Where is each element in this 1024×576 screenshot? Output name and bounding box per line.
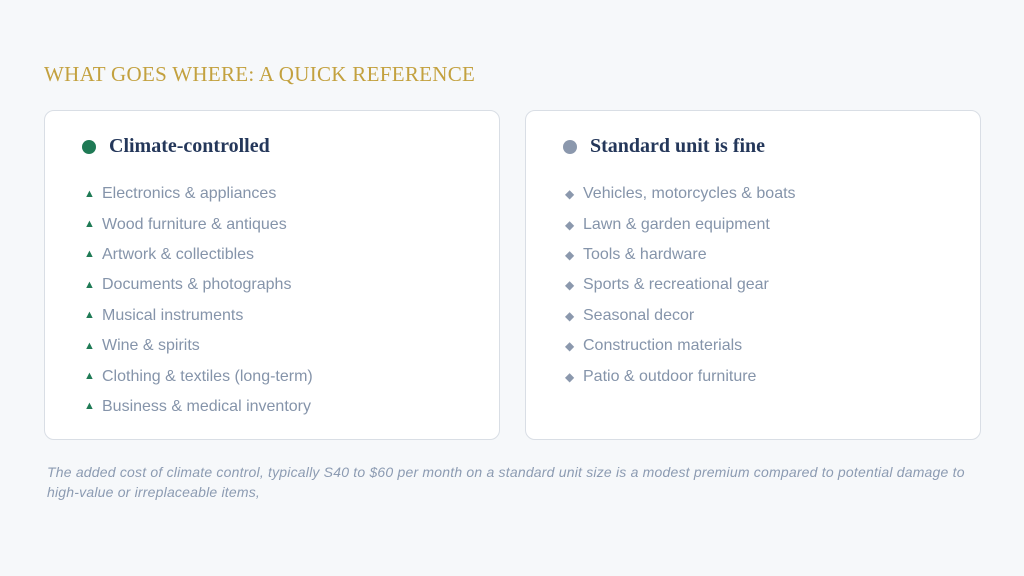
list-item bbox=[84, 392, 313, 422]
list-item-label: Wood furniture & antiques bbox=[102, 215, 287, 233]
standard-unit-header bbox=[563, 135, 765, 158]
triangle-icon: ▲ bbox=[84, 187, 95, 200]
list-item-label: Electronics & appliances bbox=[102, 185, 277, 203]
standard-unit-title: Standard unit is fine bbox=[590, 135, 766, 157]
list-item-label: Lawn & garden equipment bbox=[583, 215, 770, 233]
climate-controlled-title: Climate-controlled bbox=[109, 135, 270, 157]
list-item bbox=[84, 331, 313, 361]
triangle-icon: ▲ bbox=[84, 218, 95, 231]
list-item-label: Seasonal decor bbox=[583, 306, 695, 324]
list-item bbox=[84, 209, 313, 239]
diamond-icon: ◆ bbox=[565, 217, 575, 232]
diamond-icon: ◆ bbox=[565, 187, 575, 202]
diamond-icon: ◆ bbox=[565, 278, 575, 293]
list-item bbox=[565, 301, 796, 331]
list-item-label: Vehicles, motorcycles & boats bbox=[583, 185, 796, 203]
climate-controlled-list bbox=[84, 179, 313, 422]
list-item-label: Documents & photographs bbox=[102, 276, 292, 294]
triangle-icon: ▲ bbox=[84, 278, 95, 291]
list-item-label: Artwork & collectibles bbox=[102, 245, 255, 263]
list-item-label: Construction materials bbox=[583, 337, 743, 355]
list-item bbox=[84, 240, 313, 270]
list-item bbox=[84, 361, 313, 391]
list-item bbox=[565, 270, 796, 300]
diamond-icon: ◆ bbox=[565, 308, 575, 323]
diamond-icon: ◆ bbox=[565, 247, 575, 262]
list-item-label: Wine & spirits bbox=[102, 337, 200, 355]
climate-controlled-header bbox=[82, 135, 270, 158]
list-item bbox=[565, 361, 796, 391]
climate-controlled-card bbox=[44, 110, 500, 440]
list-item-label: Musical instruments bbox=[102, 306, 244, 324]
list-item bbox=[84, 270, 313, 300]
diamond-icon: ◆ bbox=[565, 369, 575, 384]
triangle-icon: ▲ bbox=[84, 309, 95, 322]
list-item bbox=[565, 331, 796, 361]
list-item-label: Clothing & textiles (long-term) bbox=[102, 367, 313, 385]
green-dot-icon bbox=[82, 140, 96, 154]
page-title: WHAT GOES WHERE: A QUICK REFERENCE bbox=[44, 62, 476, 86]
standard-unit-list bbox=[565, 179, 796, 392]
triangle-icon: ▲ bbox=[84, 339, 95, 352]
footnote: The added cost of climate control, typically S40 to $60 per month on a standard unit size is a modest premium compared to potential damage to high-value or irreplaceable items, bbox=[47, 464, 965, 500]
gray-dot-icon bbox=[563, 140, 577, 154]
list-item-label: Patio & outdoor furniture bbox=[583, 367, 757, 385]
list-item bbox=[565, 209, 796, 239]
list-item-label: Business & medical inventory bbox=[102, 397, 311, 415]
triangle-icon: ▲ bbox=[84, 248, 95, 261]
list-item bbox=[84, 301, 313, 331]
list-item-label: Tools & hardware bbox=[583, 245, 707, 263]
list-item-label: Sports & recreational gear bbox=[583, 276, 769, 294]
triangle-icon: ▲ bbox=[84, 370, 95, 383]
standard-unit-card bbox=[525, 110, 981, 440]
diamond-icon: ◆ bbox=[565, 339, 575, 354]
list-item bbox=[565, 179, 796, 209]
triangle-icon: ▲ bbox=[84, 400, 95, 413]
list-item bbox=[565, 240, 796, 270]
list-item bbox=[84, 179, 313, 209]
